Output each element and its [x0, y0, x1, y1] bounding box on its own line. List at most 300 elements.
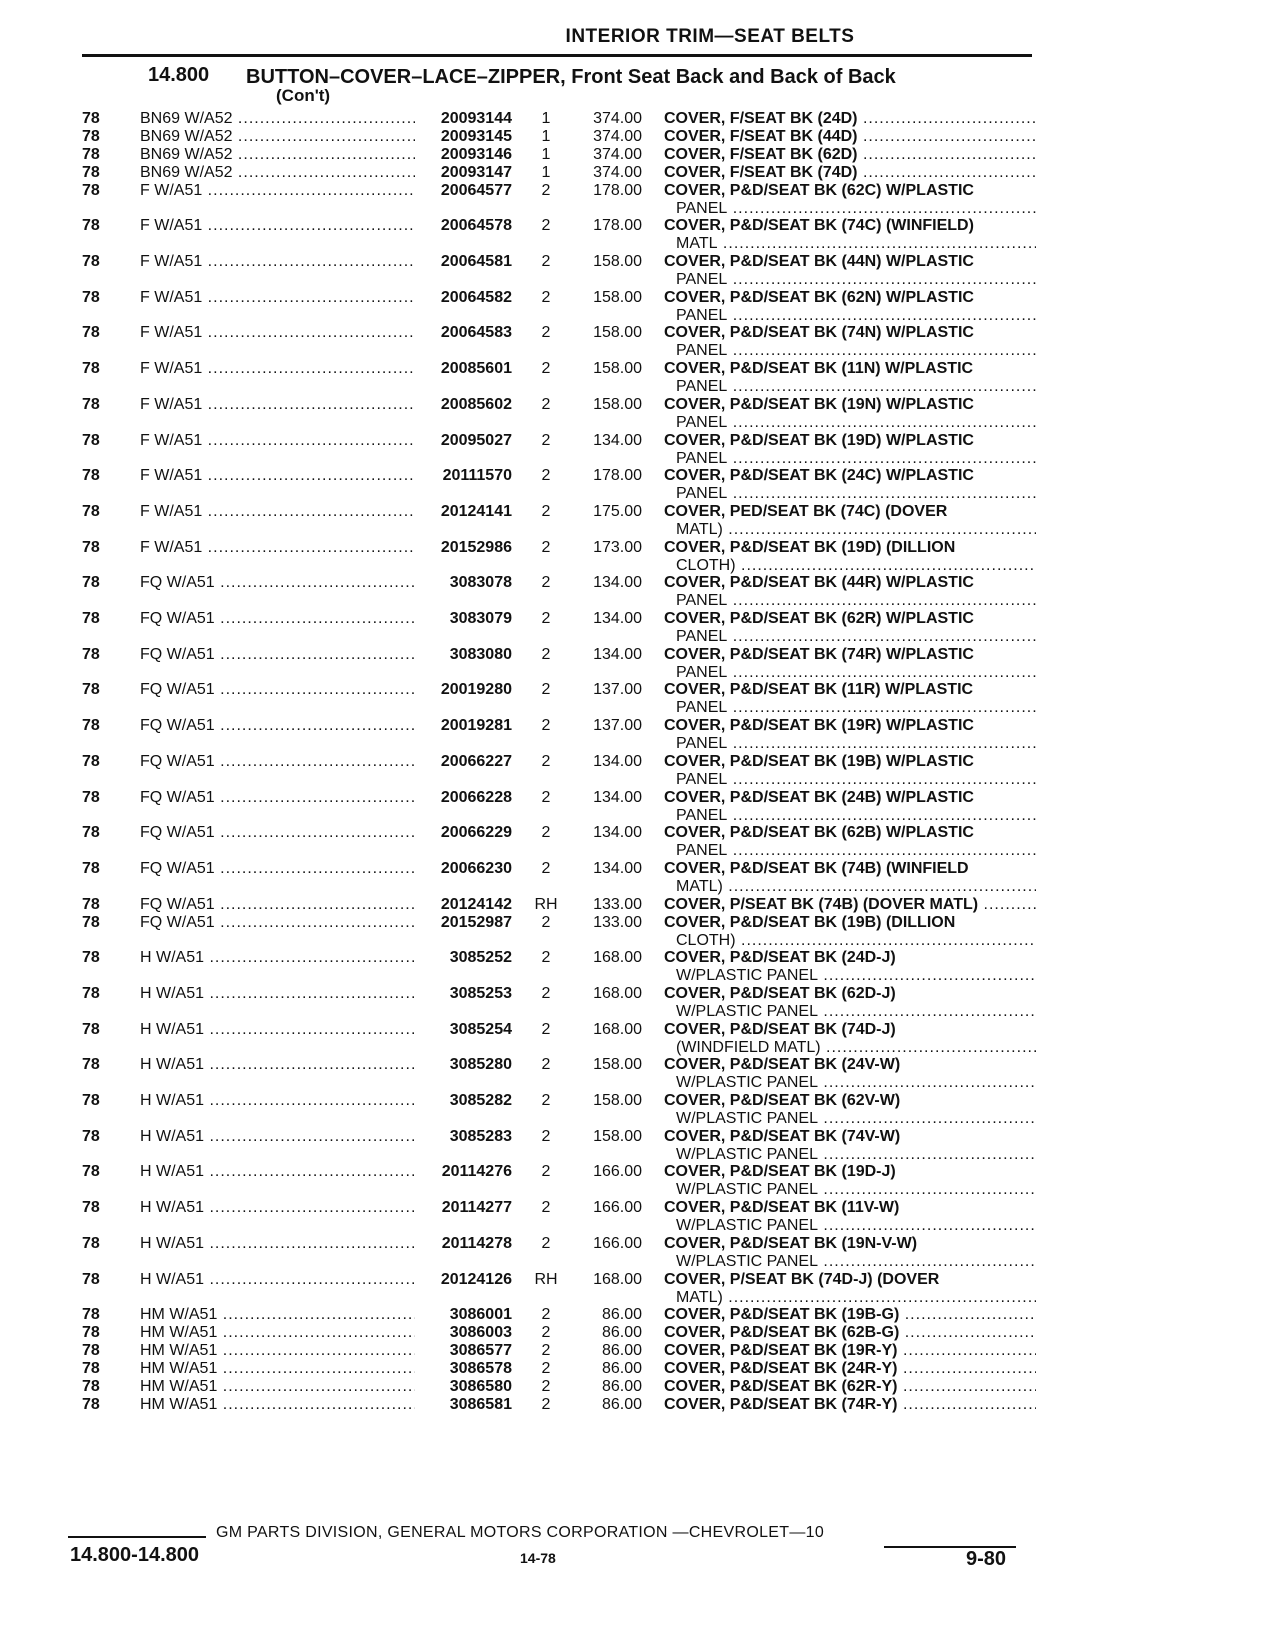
row-description-text: COVER, P&D/SEAT BK (62V-W) — [664, 1092, 901, 1109]
row-model: FQ W/A51 ..... — [140, 681, 415, 699]
row-quantity: 2 — [541, 1342, 551, 1359]
row-description-line2: PANEL ..... — [664, 485, 1036, 503]
row-price: 134.00 — [593, 788, 642, 806]
row-model: F W/A51 ..... — [140, 539, 415, 557]
row-year: 78 — [82, 1270, 100, 1288]
row-part-number: 20085602 — [437, 396, 512, 414]
row-year: 78 — [82, 1306, 100, 1324]
row-model: F W/A51 ..... — [140, 467, 415, 485]
row-model: FQ W/A51 ..... — [140, 914, 415, 932]
row-description — [664, 1360, 1036, 1378]
table-row — [0, 681, 1280, 721]
row-description-text: COVER, P&D/SEAT BK (11N) W/PLASTIC — [664, 360, 974, 378]
table-row — [0, 217, 1280, 257]
row-model: HM W/A51 ..... — [140, 1396, 415, 1414]
row-part-number: 20093144 — [437, 110, 512, 128]
footer-range: 14.800-14.800 — [70, 1544, 200, 1566]
row-price: 374.00 — [593, 127, 642, 145]
row-price: 178.00 — [593, 217, 642, 235]
row-part-number: 20019281 — [437, 717, 512, 735]
table-row — [0, 753, 1280, 793]
row-description-line1 — [664, 1235, 1036, 1253]
row-description-line2: W/PLASTIC PANEL ..... — [664, 1181, 1036, 1199]
row-description-line2: PANEL ..... — [664, 628, 1036, 646]
row-description-line1 — [664, 949, 1036, 967]
row-description-line1 — [664, 914, 1036, 932]
row-model: F W/A51 ..... — [140, 503, 415, 521]
row-description-text: COVER, P&D/SEAT BK (62R-Y) — [664, 1377, 898, 1395]
row-description-line1 — [664, 1163, 1036, 1181]
footer-publisher: GM PARTS DIVISION, GENERAL MOTORS CORPORATION —CHEVROLET—10 — [216, 1524, 825, 1541]
row-description — [664, 539, 1036, 575]
row-description-text: COVER, P&D/SEAT BK (19N) W/PLASTIC — [664, 395, 974, 413]
row-description-line1 — [664, 985, 1036, 1003]
row-description-line2: PANEL ..... — [664, 735, 1036, 753]
row-quantity: 2 — [541, 1127, 551, 1145]
row-description-text: COVER, F/SEAT BK (62D) — [664, 145, 858, 163]
row-quantity: 2 — [541, 1092, 551, 1109]
row-description-line1 — [664, 503, 1036, 521]
row-part-number: 20124142 — [437, 896, 512, 914]
row-quantity: 1 — [541, 163, 551, 181]
row-description-text: COVER, P&D/SEAT BK (19D-J) — [664, 1163, 896, 1181]
row-description-text: COVER, P&D/SEAT BK (62N) W/PLASTIC — [664, 288, 974, 306]
row-model: HM W/A51 ..... — [140, 1360, 415, 1378]
row-quantity: 2 — [541, 1377, 551, 1395]
table-row — [0, 1056, 1280, 1096]
row-year: 78 — [82, 984, 100, 1002]
table-row — [0, 717, 1280, 757]
row-description — [664, 110, 1036, 128]
row-description-line1 — [664, 110, 1036, 128]
row-description — [664, 128, 1036, 146]
row-description — [664, 1163, 1036, 1199]
row-description-line2: W/PLASTIC PANEL ..... — [664, 1003, 1036, 1021]
row-model: HM W/A51 ..... — [140, 1342, 415, 1360]
row-description-line1 — [664, 396, 1036, 414]
row-description-text: COVER, P&D/SEAT BK (19B) (DILLION — [664, 913, 956, 931]
table-row — [0, 467, 1280, 507]
row-description-line2: PANEL ..... — [664, 378, 1036, 396]
row-year: 78 — [82, 1056, 100, 1074]
table-row — [0, 289, 1280, 329]
row-price: 178.00 — [593, 181, 642, 199]
row-year: 78 — [82, 913, 100, 931]
row-description-line2: PANEL ..... — [664, 342, 1036, 360]
row-quantity: 2 — [541, 1056, 551, 1074]
row-price: 86.00 — [601, 1359, 642, 1377]
row-description — [664, 824, 1036, 860]
row-description-line1 — [664, 1128, 1036, 1146]
row-description-line1 — [664, 1199, 1036, 1217]
row-price: 166.00 — [593, 1199, 642, 1217]
row-description-text: COVER, P&D/SEAT BK (19N-V-W) — [664, 1234, 918, 1252]
row-description-line2: W/PLASTIC PANEL ..... — [664, 1253, 1036, 1271]
row-model: H W/A51 ..... — [140, 1021, 415, 1039]
row-description — [664, 1092, 1036, 1128]
row-description-line1 — [664, 1092, 1036, 1110]
row-part-number: 20066230 — [437, 860, 512, 878]
row-description — [664, 289, 1036, 325]
row-price: 178.00 — [593, 467, 642, 485]
row-part-number: 3085254 — [446, 1021, 512, 1039]
row-description-text: COVER, F/SEAT BK (24D) — [664, 110, 858, 127]
row-year: 78 — [82, 127, 100, 145]
row-quantity: 1 — [541, 145, 551, 163]
table-row — [0, 432, 1280, 472]
row-model: HM W/A51 ..... — [140, 1324, 415, 1342]
row-description-line1 — [664, 146, 1036, 164]
row-description — [664, 1235, 1036, 1271]
row-price: 158.00 — [593, 253, 642, 270]
row-model: FQ W/A51 ..... — [140, 717, 415, 735]
row-description-text: COVER, F/SEAT BK (74D) — [664, 163, 858, 181]
row-description-line2: PANEL ..... — [664, 307, 1036, 325]
row-quantity: 2 — [541, 824, 551, 842]
row-price: 134.00 — [593, 574, 642, 592]
row-quantity: 2 — [541, 645, 551, 663]
row-description-text: COVER, P&D/SEAT BK (19B) W/PLASTIC — [664, 752, 974, 770]
row-description-line2: PANEL ..... — [664, 699, 1036, 717]
row-description-line1 — [664, 289, 1036, 307]
row-part-number: 20095027 — [437, 432, 512, 450]
row-year: 78 — [82, 610, 100, 627]
row-year: 78 — [82, 1163, 100, 1181]
row-description-line2: W/PLASTIC PANEL ..... — [664, 1217, 1036, 1235]
row-year: 78 — [82, 1020, 100, 1038]
row-price: 86.00 — [601, 1395, 642, 1413]
row-quantity: 2 — [541, 949, 551, 967]
row-part-number: 20093146 — [437, 146, 512, 164]
row-quantity: RH — [534, 1270, 558, 1288]
table-row — [0, 396, 1280, 436]
row-price: 168.00 — [593, 1020, 642, 1038]
table-row — [0, 1163, 1280, 1203]
row-description-text: COVER, P&D/SEAT BK (44N) W/PLASTIC — [664, 253, 974, 270]
row-year: 78 — [82, 645, 100, 663]
row-model: BN69 W/A52 ..... — [140, 128, 415, 146]
row-price: 168.00 — [593, 984, 642, 1002]
row-description-text: COVER, P&D/SEAT BK (24C) W/PLASTIC — [664, 467, 974, 485]
row-description — [664, 646, 1036, 682]
row-price: 158.00 — [593, 1127, 642, 1145]
table-row — [0, 646, 1280, 686]
row-quantity: 2 — [541, 217, 551, 235]
row-price: 168.00 — [593, 949, 642, 967]
row-description-text: COVER, P&D/SEAT BK (74V-W) — [664, 1127, 901, 1145]
row-part-number: 20114276 — [438, 1163, 512, 1181]
row-description-line1 — [664, 324, 1036, 342]
row-description-line2: PANEL ..... — [664, 200, 1036, 218]
row-description-line2: (WINDFIELD MATL) ..... — [664, 1039, 1036, 1057]
row-description-line2: PANEL ..... — [664, 664, 1036, 682]
table-row — [0, 182, 1280, 222]
row-year: 78 — [82, 788, 100, 806]
row-description — [664, 1396, 1036, 1414]
row-description-line2: CLOTH) ..... — [664, 557, 1036, 575]
row-model: F W/A51 ..... — [140, 432, 415, 450]
row-description-line2: MATL) ..... — [664, 521, 1036, 539]
row-model: F W/A51 ..... — [140, 217, 415, 235]
row-year: 78 — [82, 181, 100, 199]
row-description — [664, 1306, 1036, 1324]
row-model: FQ W/A51 ..... — [140, 860, 415, 878]
row-description-line2: PANEL ..... — [664, 271, 1036, 289]
row-description-line1 — [664, 753, 1036, 771]
row-model: H W/A51 ..... — [140, 1092, 415, 1110]
section-title: BUTTON–COVER–LACE–ZIPPER, Front Seat Back and Back of Back — [246, 66, 896, 88]
table-row — [0, 360, 1280, 400]
row-quantity: 2 — [541, 395, 551, 413]
row-description-text: COVER, P/SEAT BK (74B) (DOVER MATL) — [664, 895, 979, 913]
table-row — [0, 324, 1280, 364]
row-price: 158.00 — [593, 1056, 642, 1074]
row-quantity: 2 — [541, 1395, 551, 1413]
row-model: HM W/A51 ..... — [140, 1306, 415, 1324]
row-description-line1 — [664, 1056, 1036, 1074]
table-row — [0, 860, 1280, 900]
row-description-line2: CLOTH) ..... — [664, 932, 1036, 950]
row-quantity: 2 — [541, 859, 551, 877]
row-year: 78 — [82, 431, 100, 449]
row-model: FQ W/A51 ..... — [140, 610, 415, 628]
row-description — [664, 432, 1036, 468]
row-description — [664, 1378, 1036, 1396]
row-quantity: 2 — [541, 717, 551, 735]
table-row — [0, 253, 1280, 293]
row-price: 166.00 — [593, 1163, 642, 1181]
row-quantity: RH — [534, 895, 558, 913]
row-part-number: 20064577 — [437, 182, 512, 200]
row-part-number: 20064582 — [437, 289, 512, 307]
row-part-number: 20124126 — [437, 1271, 512, 1289]
row-year: 78 — [82, 288, 100, 306]
row-part-number: 3085282 — [446, 1092, 512, 1110]
row-price: 168.00 — [593, 1270, 642, 1288]
section-number: 14.800 — [148, 64, 210, 86]
row-year: 78 — [82, 752, 100, 770]
row-description-text: COVER, P&D/SEAT BK (24V-W) — [664, 1056, 901, 1074]
row-price: 158.00 — [593, 288, 642, 306]
table-row — [0, 949, 1280, 989]
row-description-line2: W/PLASTIC PANEL ..... — [664, 967, 1036, 985]
row-year: 78 — [82, 467, 100, 485]
row-model: H W/A51 ..... — [140, 985, 415, 1003]
row-quantity: 2 — [541, 1199, 551, 1217]
row-price: 173.00 — [593, 538, 642, 556]
row-year: 78 — [82, 217, 100, 235]
row-price: 86.00 — [601, 1377, 642, 1395]
row-model: BN69 W/A52 ..... — [140, 146, 415, 164]
row-description-text: COVER, P&D/SEAT BK (62B) W/PLASTIC — [664, 824, 974, 842]
row-quantity: 2 — [541, 1324, 551, 1342]
row-model: FQ W/A51 ..... — [140, 574, 415, 592]
row-model: H W/A51 ..... — [140, 1163, 415, 1181]
row-description-line1 — [664, 1271, 1036, 1289]
row-year: 78 — [82, 949, 100, 967]
row-quantity: 2 — [541, 288, 551, 306]
row-description-line1 — [664, 824, 1036, 842]
row-description — [664, 182, 1036, 218]
row-price: 158.00 — [593, 1092, 642, 1109]
row-year: 78 — [82, 1127, 100, 1145]
row-description-line1 — [664, 717, 1036, 735]
row-price: 374.00 — [593, 163, 642, 181]
row-description-line2: PANEL ..... — [664, 807, 1036, 825]
page-header-title: INTERIOR TRIM—SEAT BELTS — [565, 26, 855, 47]
row-description — [664, 253, 1036, 289]
row-part-number: 3086001 — [446, 1306, 512, 1324]
row-description-text: COVER, P&D/SEAT BK (19R) W/PLASTIC — [664, 717, 974, 735]
row-part-number: 20064581 — [437, 253, 512, 271]
row-description-text: COVER, P&D/SEAT BK (11R) W/PLASTIC — [664, 681, 974, 699]
row-year: 78 — [82, 538, 100, 556]
row-model: FQ W/A51 ..... — [140, 789, 415, 807]
table-row — [0, 789, 1280, 829]
row-year: 78 — [82, 1324, 100, 1342]
row-part-number: 3086003 — [446, 1324, 512, 1342]
row-description-text: COVER, P&D/SEAT BK (62R) W/PLASTIC — [664, 610, 974, 627]
row-description-line2: W/PLASTIC PANEL ..... — [664, 1074, 1036, 1092]
row-description-line2: W/PLASTIC PANEL ..... — [664, 1110, 1036, 1128]
row-description-line2: MATL) ..... — [664, 878, 1036, 896]
row-price: 134.00 — [593, 431, 642, 449]
row-description — [664, 789, 1036, 825]
table-row — [0, 574, 1280, 614]
row-part-number: 20114277 — [438, 1199, 512, 1217]
row-year: 78 — [82, 717, 100, 735]
row-year: 78 — [82, 324, 100, 342]
row-model: F W/A51 ..... — [140, 289, 415, 307]
row-description-text: COVER, P&D/SEAT BK (11V-W) — [664, 1199, 900, 1217]
row-year: 78 — [82, 574, 100, 592]
row-quantity: 2 — [541, 913, 551, 931]
row-price: 134.00 — [593, 610, 642, 627]
row-quantity: 2 — [541, 253, 551, 270]
row-description — [664, 324, 1036, 360]
table-row — [0, 1092, 1280, 1132]
row-part-number: 20066229 — [437, 824, 512, 842]
row-quantity: 2 — [541, 431, 551, 449]
row-part-number: 20093145 — [437, 128, 512, 146]
row-model: H W/A51 ..... — [140, 1199, 415, 1217]
row-part-number: 3083080 — [446, 646, 512, 664]
row-part-number: 20111570 — [439, 467, 512, 485]
row-description-line2: PANEL ..... — [664, 592, 1036, 610]
row-price: 134.00 — [593, 859, 642, 877]
row-description — [664, 896, 1036, 914]
row-year: 78 — [82, 395, 100, 413]
row-description — [664, 146, 1036, 164]
row-description-text: COVER, P&D/SEAT BK (44R) W/PLASTIC — [664, 574, 974, 592]
row-description-line1 — [664, 860, 1036, 878]
row-description — [664, 717, 1036, 753]
row-price: 133.00 — [593, 895, 642, 913]
row-part-number: 20114278 — [438, 1235, 512, 1253]
row-quantity: 2 — [541, 1020, 551, 1038]
row-price: 158.00 — [593, 324, 642, 342]
row-description-line1 — [664, 1360, 1036, 1378]
row-year: 78 — [82, 895, 100, 913]
row-description-line1 — [664, 1396, 1036, 1414]
row-year: 78 — [82, 681, 100, 699]
row-description-line1 — [664, 789, 1036, 807]
row-quantity: 1 — [541, 110, 551, 127]
table-row — [0, 1199, 1280, 1239]
row-year: 78 — [82, 360, 100, 378]
row-part-number: 20093147 — [437, 164, 512, 182]
row-description — [664, 1021, 1036, 1057]
row-description — [664, 217, 1036, 253]
row-quantity: 2 — [541, 181, 551, 199]
row-quantity: 1 — [541, 127, 551, 145]
row-description-line1 — [664, 1021, 1036, 1039]
row-quantity: 2 — [541, 1359, 551, 1377]
table-row — [0, 610, 1280, 650]
row-description-line1 — [664, 253, 1036, 271]
row-description-text: COVER, P&D/SEAT BK (62B-G) — [664, 1324, 900, 1342]
table-row — [0, 503, 1280, 543]
row-part-number: 20066228 — [437, 789, 512, 807]
row-quantity: 2 — [541, 538, 551, 556]
footer-date: 9-80 — [966, 1548, 1007, 1570]
row-description — [664, 503, 1036, 539]
row-year: 78 — [82, 859, 100, 877]
row-description-text: COVER, P&D/SEAT BK (24B) W/PLASTIC — [664, 788, 974, 806]
row-description-line1 — [664, 896, 1036, 914]
row-description-line2: MATL) ..... — [664, 1289, 1036, 1307]
row-part-number: 20124141 — [437, 503, 512, 521]
row-part-number: 20085601 — [437, 360, 512, 378]
row-description — [664, 467, 1036, 503]
row-description-text: COVER, P&D/SEAT BK (24R-Y) — [664, 1359, 898, 1377]
row-description-text: COVER, P&D/SEAT BK (74N) W/PLASTIC — [664, 324, 974, 342]
row-model: FQ W/A51 ..... — [140, 753, 415, 771]
row-description — [664, 949, 1036, 985]
row-description — [664, 1128, 1036, 1164]
row-model: BN69 W/A52 ..... — [140, 110, 415, 128]
row-year: 78 — [82, 253, 100, 270]
section-continued: (Con't) — [276, 86, 331, 105]
row-description — [664, 1324, 1036, 1342]
row-description-line1 — [664, 182, 1036, 200]
row-year: 78 — [82, 1342, 100, 1359]
row-description-text: COVER, P&D/SEAT BK (74C) (WINFIELD) — [664, 217, 974, 235]
row-price: 137.00 — [593, 717, 642, 735]
row-year: 78 — [82, 1359, 100, 1377]
row-year: 78 — [82, 110, 100, 127]
row-model: H W/A51 ..... — [140, 1128, 415, 1146]
row-part-number: 20066227 — [437, 753, 512, 771]
row-part-number: 20064578 — [437, 217, 512, 235]
row-model: F W/A51 ..... — [140, 396, 415, 414]
row-quantity: 2 — [541, 502, 551, 520]
row-description — [664, 1271, 1036, 1307]
row-price: 158.00 — [593, 360, 642, 378]
row-quantity: 2 — [541, 788, 551, 806]
row-description — [664, 914, 1036, 950]
row-description-line2: W/PLASTIC PANEL ..... — [664, 1146, 1036, 1164]
row-description-line2: PANEL ..... — [664, 414, 1036, 432]
row-description-text: COVER, P&D/SEAT BK (19R-Y) — [664, 1342, 898, 1359]
row-description-text: COVER, P&D/SEAT BK (24D-J) — [664, 949, 896, 967]
row-description-line1 — [664, 432, 1036, 450]
row-description-text: COVER, P&D/SEAT BK (62C) W/PLASTIC — [664, 181, 974, 199]
row-price: 137.00 — [593, 681, 642, 699]
row-quantity: 2 — [541, 1306, 551, 1324]
row-description-text: COVER, P&D/SEAT BK (19D) (DILLION — [664, 538, 956, 556]
table-row — [0, 1235, 1280, 1275]
